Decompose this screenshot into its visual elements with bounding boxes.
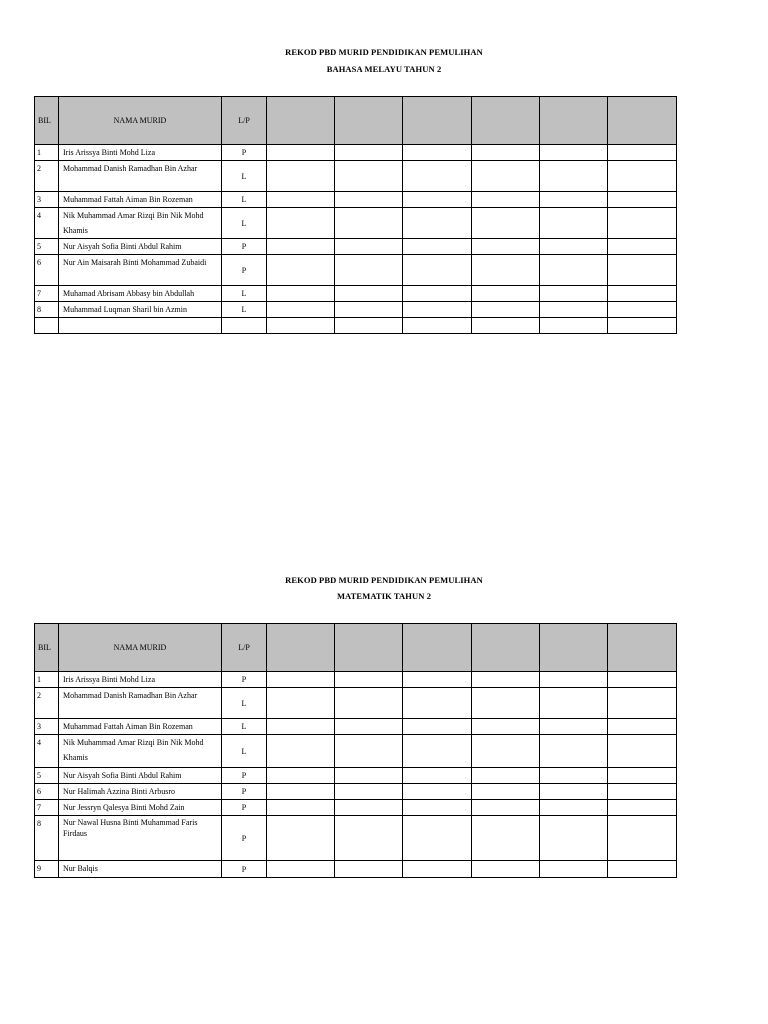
- cell-blank: [540, 768, 608, 784]
- cell-blank: [267, 735, 335, 768]
- cell-lp: P: [222, 861, 267, 878]
- cell-blank: [472, 688, 540, 719]
- cell-blank: [335, 255, 403, 286]
- cell-name: Iris Arissya Binti Mohd Liza: [59, 145, 222, 161]
- cell-blank: [540, 145, 608, 161]
- cell-blank: [403, 735, 472, 768]
- header-blank: [335, 97, 403, 145]
- cell-blank: [540, 318, 608, 334]
- cell-blank: [335, 816, 403, 861]
- cell-name: Mohammad Danish Ramadhan Bin Azhar: [59, 688, 222, 719]
- cell-blank: [540, 255, 608, 286]
- cell-lp: L: [222, 719, 267, 735]
- cell-blank: [335, 800, 403, 816]
- cell-bil: 3: [35, 719, 59, 735]
- cell-blank: [267, 800, 335, 816]
- table-row: [35, 719, 677, 735]
- table-row: [35, 672, 677, 688]
- cell-name: Muhammad Fattah Aiman Bin Rozeman: [59, 192, 222, 208]
- cell-blank: [267, 784, 335, 800]
- cell-blank: [267, 861, 335, 878]
- header-blank: [540, 97, 608, 145]
- header-blank: [608, 624, 677, 672]
- cell-lp: P: [222, 768, 267, 784]
- cell-lp: P: [222, 255, 267, 286]
- cell-blank: [403, 192, 472, 208]
- cell-bil: 5: [35, 239, 59, 255]
- cell-blank: [472, 239, 540, 255]
- cell-name: Nur Aisyah Sofia Binti Abdul Rahim: [59, 768, 222, 784]
- table-row: [35, 286, 677, 302]
- cell-blank: [335, 861, 403, 878]
- cell-blank: [267, 239, 335, 255]
- cell-name: Muhammad Fattah Aiman Bin Rozeman: [59, 719, 222, 735]
- header-blank: [472, 624, 540, 672]
- cell-bil: 4: [35, 208, 59, 239]
- header-nama-murid: NAMA MURID: [59, 97, 222, 145]
- table-row: [35, 688, 677, 719]
- cell-lp: L: [222, 192, 267, 208]
- cell-blank: [608, 800, 677, 816]
- cell-blank: [608, 145, 677, 161]
- table-row: [35, 768, 677, 784]
- table-header-row: [35, 624, 677, 672]
- header-blank: [540, 624, 608, 672]
- cell-name: Muhamad Abrisam Abbasy bin Abdullah: [59, 286, 222, 302]
- cell-blank: [403, 145, 472, 161]
- cell-bil: 8: [35, 816, 59, 861]
- cell-lp: L: [222, 688, 267, 719]
- cell-lp: P: [222, 145, 267, 161]
- section-2-title-line-1: REKOD PBD MURID PENDIDIKAN PEMULIHAN: [285, 575, 483, 585]
- cell-blank: [608, 768, 677, 784]
- cell-name: Nik Muhammad Amar Rizqi Bin Nik Mohd Khamis: [59, 735, 222, 768]
- cell-blank: [540, 161, 608, 192]
- table-row: [35, 145, 677, 161]
- cell-lp: L: [222, 286, 267, 302]
- cell-blank: [472, 255, 540, 286]
- cell-blank: [335, 784, 403, 800]
- table-row: [35, 735, 677, 768]
- cell-blank: [335, 688, 403, 719]
- cell-blank: [335, 302, 403, 318]
- cell-bil: 5: [35, 768, 59, 784]
- cell-blank: [608, 318, 677, 334]
- cell-bil: 3: [35, 192, 59, 208]
- section-2-record-table: [34, 623, 677, 878]
- cell-blank: [608, 861, 677, 878]
- header-lp: L/P: [222, 97, 267, 145]
- cell-blank: [608, 688, 677, 719]
- section-1-title-line-2: BAHASA MELAYU TAHUN 2: [326, 64, 442, 74]
- cell-blank: [267, 672, 335, 688]
- cell-blank: [335, 768, 403, 784]
- cell-blank: [540, 784, 608, 800]
- cell-bil: 9: [35, 861, 59, 878]
- cell-bil: 7: [35, 800, 59, 816]
- header-blank: [608, 97, 677, 145]
- cell-lp: P: [222, 672, 267, 688]
- cell-blank: [608, 672, 677, 688]
- header-bil: BIL: [35, 97, 59, 145]
- cell-blank: [472, 735, 540, 768]
- cell-name: Muhammad Luqman Sharil bin Azmin: [59, 302, 222, 318]
- cell-bil: 2: [35, 688, 59, 719]
- cell-bil: 1: [35, 672, 59, 688]
- header-blank: [335, 624, 403, 672]
- cell-blank: [403, 800, 472, 816]
- cell-blank: [472, 719, 540, 735]
- cell-blank: [267, 719, 335, 735]
- table-row: [35, 318, 677, 334]
- cell-bil: 7: [35, 286, 59, 302]
- cell-blank: [335, 286, 403, 302]
- cell-blank: [403, 688, 472, 719]
- cell-blank: [608, 208, 677, 239]
- header-bil: BIL: [35, 624, 59, 672]
- cell-blank: [472, 208, 540, 239]
- table-row: [35, 784, 677, 800]
- cell-blank: [335, 735, 403, 768]
- cell-blank: [267, 161, 335, 192]
- cell-name: Iris Arissya Binti Mohd Liza: [59, 672, 222, 688]
- cell-name: Nur Halimah Azzina Binti Arbusro: [59, 784, 222, 800]
- cell-name: Nik Muhammad Amar Rizqi Bin Nik Mohd Khamis: [59, 208, 222, 239]
- cell-blank: [403, 816, 472, 861]
- cell-blank: [608, 735, 677, 768]
- section-2-title-line-2: MATEMATIK TAHUN 2: [336, 591, 432, 601]
- cell-blank: [472, 192, 540, 208]
- cell-blank: [472, 816, 540, 861]
- cell-blank: [608, 239, 677, 255]
- cell-blank: [403, 302, 472, 318]
- cell-blank: [267, 208, 335, 239]
- cell-blank: [472, 145, 540, 161]
- cell-blank: [540, 239, 608, 255]
- cell-blank: [608, 784, 677, 800]
- table-row: [35, 192, 677, 208]
- cell-blank: [267, 816, 335, 861]
- cell-blank: [540, 800, 608, 816]
- cell-name: Mohammad Danish Ramadhan Bin Azhar: [59, 161, 222, 192]
- cell-name: Nur Nawal Husna Binti Muhammad Faris Firdaus: [59, 816, 222, 861]
- table-row: [35, 302, 677, 318]
- cell-blank: [540, 719, 608, 735]
- table-row: [35, 239, 677, 255]
- cell-blank: [267, 192, 335, 208]
- cell-lp: [222, 318, 267, 334]
- cell-blank: [335, 672, 403, 688]
- cell-blank: [403, 286, 472, 302]
- cell-blank: [267, 318, 335, 334]
- cell-name: Nur Ain Maisarah Binti Mohammad Zubaidi: [59, 255, 222, 286]
- cell-blank: [608, 719, 677, 735]
- cell-blank: [540, 688, 608, 719]
- cell-blank: [472, 286, 540, 302]
- cell-lp: P: [222, 816, 267, 861]
- cell-bil: 4: [35, 735, 59, 768]
- cell-blank: [403, 672, 472, 688]
- header-lp: L/P: [222, 624, 267, 672]
- header-blank: [403, 624, 472, 672]
- cell-name: Nur Balqis: [59, 861, 222, 878]
- cell-blank: [335, 145, 403, 161]
- cell-blank: [403, 861, 472, 878]
- cell-lp: P: [222, 800, 267, 816]
- cell-blank: [540, 816, 608, 861]
- cell-blank: [267, 768, 335, 784]
- cell-blank: [472, 768, 540, 784]
- cell-blank: [403, 318, 472, 334]
- header-nama-murid: NAMA MURID: [59, 624, 222, 672]
- cell-blank: [403, 161, 472, 192]
- cell-blank: [335, 161, 403, 192]
- cell-blank: [472, 784, 540, 800]
- cell-blank: [403, 239, 472, 255]
- cell-bil: [35, 318, 59, 334]
- cell-blank: [335, 192, 403, 208]
- cell-bil: 1: [35, 145, 59, 161]
- table-row: [35, 208, 677, 239]
- table-row: [35, 255, 677, 286]
- cell-blank: [267, 255, 335, 286]
- cell-blank: [608, 816, 677, 861]
- cell-bil: 6: [35, 255, 59, 286]
- cell-lp: L: [222, 161, 267, 192]
- header-blank: [472, 97, 540, 145]
- cell-lp: L: [222, 208, 267, 239]
- section-1-record-table: [34, 96, 677, 334]
- cell-blank: [472, 161, 540, 192]
- cell-blank: [540, 208, 608, 239]
- cell-blank: [472, 800, 540, 816]
- cell-blank: [472, 861, 540, 878]
- table-row: [35, 816, 677, 861]
- cell-bil: 8: [35, 302, 59, 318]
- cell-lp: L: [222, 735, 267, 768]
- cell-bil: 2: [35, 161, 59, 192]
- cell-blank: [540, 302, 608, 318]
- cell-blank: [540, 861, 608, 878]
- cell-blank: [267, 688, 335, 719]
- cell-blank: [403, 768, 472, 784]
- table-row: [35, 161, 677, 192]
- cell-blank: [608, 161, 677, 192]
- cell-blank: [608, 302, 677, 318]
- cell-blank: [608, 255, 677, 286]
- table-row: [35, 800, 677, 816]
- header-blank: [267, 97, 335, 145]
- cell-blank: [472, 302, 540, 318]
- table-row: [35, 861, 677, 878]
- cell-name: Nur Jessryn Qalesya Binti Mohd Zain: [59, 800, 222, 816]
- cell-name: Nur Aisyah Sofia Binti Abdul Rahim: [59, 239, 222, 255]
- table-header-row: [35, 97, 677, 145]
- cell-blank: [267, 302, 335, 318]
- cell-blank: [472, 672, 540, 688]
- cell-bil: 6: [35, 784, 59, 800]
- cell-lp: P: [222, 784, 267, 800]
- cell-blank: [608, 286, 677, 302]
- cell-blank: [540, 735, 608, 768]
- cell-name: [59, 318, 222, 334]
- cell-blank: [267, 145, 335, 161]
- cell-blank: [267, 286, 335, 302]
- cell-blank: [540, 192, 608, 208]
- cell-blank: [403, 719, 472, 735]
- cell-lp: P: [222, 239, 267, 255]
- header-blank: [403, 97, 472, 145]
- cell-blank: [335, 208, 403, 239]
- cell-lp: L: [222, 302, 267, 318]
- cell-blank: [335, 239, 403, 255]
- cell-blank: [403, 255, 472, 286]
- cell-blank: [403, 208, 472, 239]
- cell-blank: [403, 784, 472, 800]
- cell-blank: [335, 719, 403, 735]
- section-1-title-line-1: REKOD PBD MURID PENDIDIKAN PEMULIHAN: [285, 47, 483, 57]
- cell-blank: [540, 286, 608, 302]
- cell-blank: [335, 318, 403, 334]
- cell-blank: [472, 318, 540, 334]
- header-blank: [267, 624, 335, 672]
- cell-blank: [608, 192, 677, 208]
- cell-blank: [540, 672, 608, 688]
